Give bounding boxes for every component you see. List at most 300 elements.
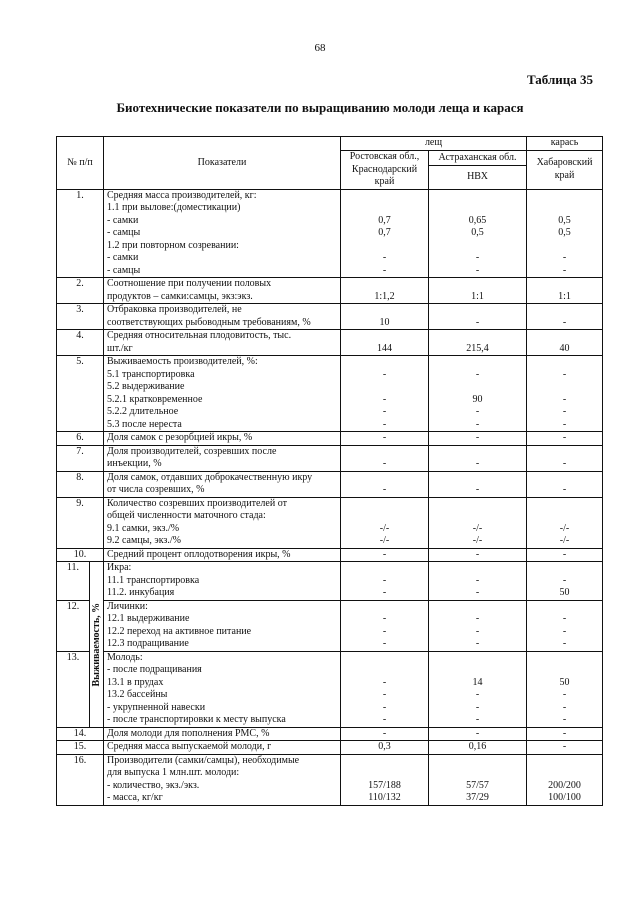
indicator-line: Икра: (107, 562, 132, 573)
row-number: 6. (57, 432, 104, 446)
value-cell-c2 (429, 278, 527, 304)
indicator-line: - самцы (107, 264, 141, 276)
indicator-line: 5.2 выдерживание (107, 381, 185, 392)
value-line (432, 498, 523, 511)
value-line (344, 202, 425, 215)
value-line (530, 755, 599, 768)
value-line: 50 (559, 676, 570, 688)
indicator-line: Средняя масса выпускаемой молоди, г (107, 741, 272, 752)
value-line: - (562, 432, 567, 443)
value-cell-c2 (429, 445, 527, 471)
value-line: - (475, 574, 480, 586)
value-cell-c3 (527, 754, 603, 805)
value-line: - (562, 368, 567, 380)
value-cell-c1 (341, 651, 429, 727)
value-cell-c1 (341, 189, 429, 278)
value-cell-c1 (341, 548, 429, 562)
value-cell-c1 (341, 278, 429, 304)
value-line (432, 278, 523, 291)
value-line (344, 767, 425, 780)
value-cell-c2 (429, 548, 527, 562)
value-line: - (475, 638, 480, 649)
indicator-cell (104, 600, 341, 651)
indicator-cell (104, 471, 341, 497)
survival-vertical-label: Выживаемость, % (90, 562, 104, 728)
row-number: 10. (57, 548, 104, 562)
indicator-line: 12.2 переход на активное питание (107, 625, 252, 637)
indicator-line: Отбраковка производителей, не (107, 304, 242, 315)
value-cell-c1 (341, 741, 429, 755)
indicator-cell (104, 651, 341, 727)
value-line: 0,5 (558, 214, 571, 226)
table-row (57, 651, 603, 727)
indicator-line: 11.2. инкубация (107, 587, 175, 598)
value-line: - (382, 393, 387, 405)
indicator-line: Количество созревших производителей от (107, 497, 287, 509)
indicator-line: Доля самок, отдавших доброкачественную икру (107, 471, 313, 483)
value-line (432, 664, 523, 677)
value-cell-c3 (527, 356, 603, 432)
value-line: - (562, 574, 567, 586)
value-line: - (475, 458, 480, 469)
indicator-line: 12.1 выдерживание (107, 613, 190, 624)
value-line (530, 381, 599, 394)
value-cell-c1 (341, 727, 429, 741)
value-cell-c2 (429, 497, 527, 548)
value-line: - (382, 574, 387, 586)
value-line (344, 356, 425, 369)
table-row (57, 548, 603, 562)
value-line: 0,65 (468, 214, 487, 226)
indicator-line: - после подращивания (107, 664, 202, 675)
indicator-line: Средняя масса производителей, кг: (107, 189, 257, 201)
value-line: 144 (377, 342, 392, 354)
value-line: - (382, 432, 387, 443)
value-line: - (382, 264, 387, 276)
value-line (530, 510, 599, 523)
indicator-line: Средняя относительная плодовитость, тыс. (107, 330, 292, 341)
value-cell-c2 (429, 330, 527, 356)
value-line: 0,7 (378, 227, 391, 238)
value-cell-c2 (429, 471, 527, 497)
value-line: -/- (379, 522, 390, 534)
value-line (344, 562, 425, 575)
value-line: - (475, 613, 480, 624)
value-line: - (475, 701, 480, 713)
row-number: 5. (57, 356, 104, 432)
indicator-line: - после транспортировки к месту выпуска (107, 714, 286, 725)
indicator-line: Соотношение при получении половых (107, 278, 272, 289)
value-cell-c1 (341, 330, 429, 356)
table-row (57, 356, 603, 432)
value-line: - (382, 727, 387, 739)
page-number: 68 (314, 42, 326, 54)
value-cell-c2 (429, 304, 527, 330)
value-line: - (562, 264, 567, 276)
value-cell-c1 (341, 600, 429, 651)
table-row (57, 727, 603, 741)
table-title: Биотехнические показатели по выращиванию молоди леща и карася (116, 100, 524, 115)
value-line: 1:1,2 (374, 290, 395, 302)
indicator-cell (104, 727, 341, 741)
value-line: 57/57 (466, 779, 489, 791)
value-line (530, 601, 599, 614)
value-line (344, 330, 425, 343)
value-line: 0,16 (468, 741, 487, 752)
header-lesch: лещ (341, 137, 527, 151)
indicator-line: Личинки: (107, 600, 148, 612)
value-line: - (382, 406, 387, 417)
value-cell-c1 (341, 754, 429, 805)
value-cell-c3 (527, 304, 603, 330)
value-line: 0,3 (378, 741, 391, 752)
value-line: - (475, 484, 480, 495)
value-line (432, 767, 523, 780)
indicator-line: Молодь: (107, 651, 143, 663)
value-cell-c2 (429, 754, 527, 805)
value-line (530, 202, 599, 215)
value-line: -/- (559, 522, 570, 534)
value-line (432, 472, 523, 485)
value-line (432, 240, 523, 253)
row-number: 15. (57, 741, 104, 755)
value-cell-c3 (527, 548, 603, 562)
row-number: 16. (57, 754, 104, 805)
value-line: - (382, 368, 387, 380)
value-line (344, 381, 425, 394)
value-cell-c3 (527, 600, 603, 651)
value-cell-c2 (429, 727, 527, 741)
table-body (57, 189, 603, 805)
value-line: -/- (379, 535, 390, 546)
indicator-cell (104, 548, 341, 562)
value-line (344, 446, 425, 459)
value-line: 0,5 (471, 227, 484, 238)
value-line: 0,5 (558, 227, 571, 238)
row-number: 12. (57, 600, 90, 651)
value-line: - (475, 418, 480, 430)
value-line: - (475, 252, 480, 263)
indicator-line: - самки (107, 252, 139, 263)
table-row (57, 330, 603, 356)
value-line: 157/188 (368, 779, 401, 791)
value-line: - (475, 727, 480, 739)
value-line: - (562, 393, 567, 405)
value-line (344, 240, 425, 253)
value-line: - (382, 548, 387, 560)
header-rostov: Ростовская обл., Краснодарский край (341, 151, 429, 190)
value-line: 37/29 (466, 792, 489, 803)
indicator-cell (104, 562, 341, 601)
value-line: - (382, 458, 387, 469)
value-cell-c1 (341, 445, 429, 471)
indicator-line: 5.3 после нереста (107, 418, 182, 430)
value-line (344, 755, 425, 768)
value-cell-c3 (527, 189, 603, 278)
value-line: 1:1 (471, 290, 484, 302)
indicator-cell (104, 754, 341, 805)
indicator-line: Доля производителей, созревших после (107, 445, 277, 457)
indicator-line: 11.1 транспортировка (107, 574, 200, 586)
value-line (530, 330, 599, 343)
value-line: 40 (559, 342, 570, 354)
value-cell-c2 (429, 600, 527, 651)
value-line (344, 652, 425, 665)
table-row (57, 304, 603, 330)
indicator-cell (104, 356, 341, 432)
value-line: - (382, 638, 387, 649)
indicator-line: Средний процент оплодотворения икры, % (107, 548, 291, 560)
value-line: - (562, 458, 567, 469)
indicator-line: - самки (107, 214, 139, 226)
row-number: 13. (57, 651, 90, 727)
value-line (432, 304, 523, 317)
indicator-cell (104, 304, 341, 330)
value-line (432, 381, 523, 394)
value-line (432, 652, 523, 665)
value-line (530, 562, 599, 575)
value-cell-c2 (429, 189, 527, 278)
value-line (530, 498, 599, 511)
indicator-line: 9.1 самки, экз./% (107, 522, 180, 534)
row-number: 2. (57, 278, 104, 304)
row-number: 8. (57, 471, 104, 497)
indicator-line: шт./кг (107, 342, 133, 354)
indicator-line: для выпуска 1 млн.шт. молоди: (107, 767, 240, 778)
value-line (432, 356, 523, 369)
indicator-cell (104, 432, 341, 446)
indicator-line: инъекции, % (107, 458, 162, 469)
row-number: 3. (57, 304, 104, 330)
value-line: 100/100 (548, 792, 581, 803)
indicator-line: 1.1 при вылове:(доместикации) (107, 202, 241, 213)
value-line: - (382, 484, 387, 495)
value-cell-c3 (527, 471, 603, 497)
indicator-cell (104, 445, 341, 471)
value-line (530, 278, 599, 291)
indicator-line: Производители (самки/самцы), необходимые (107, 754, 300, 766)
value-line (344, 664, 425, 677)
table-row (57, 445, 603, 471)
header-astrakhan: Астраханская обл. (429, 151, 527, 166)
value-cell-c2 (429, 356, 527, 432)
value-line (344, 601, 425, 614)
value-cell-c3 (527, 330, 603, 356)
value-line: - (562, 689, 567, 700)
table-row (57, 600, 603, 651)
value-line: - (382, 418, 387, 430)
table-row (57, 741, 603, 755)
value-cell-c3 (527, 741, 603, 755)
table-row (57, 189, 603, 278)
value-line: - (475, 264, 480, 276)
value-line: - (475, 316, 480, 328)
value-line (432, 601, 523, 614)
value-line: - (382, 689, 387, 700)
header-karas: карась (527, 137, 603, 151)
indicator-line: 13.1 в прудах (107, 676, 164, 688)
row-number: 11. (57, 562, 90, 601)
value-line (530, 356, 599, 369)
value-line (530, 240, 599, 253)
value-line (530, 472, 599, 485)
value-line: 1:1 (558, 290, 571, 302)
value-line: 90 (472, 393, 483, 405)
indicator-line: 5.1 транспортировка (107, 368, 195, 380)
table-row (57, 471, 603, 497)
indicator-cell (104, 278, 341, 304)
value-line (432, 202, 523, 215)
indicator-cell (104, 741, 341, 755)
indicator-line: от числа созревших, % (107, 484, 205, 495)
value-cell-c3 (527, 497, 603, 548)
value-line (432, 755, 523, 768)
value-line: - (382, 701, 387, 713)
indicator-cell (104, 497, 341, 548)
value-cell-c2 (429, 562, 527, 601)
value-line: - (475, 625, 480, 637)
value-line: -/- (472, 535, 483, 546)
value-line: - (562, 406, 567, 417)
value-line (344, 278, 425, 291)
value-line: - (382, 714, 387, 725)
value-line: 14 (472, 676, 483, 688)
indicator-line: общей численности маточного стада: (107, 510, 266, 521)
value-line (530, 652, 599, 665)
row-number: 4. (57, 330, 104, 356)
value-line: - (562, 613, 567, 624)
value-line: - (382, 625, 387, 637)
value-line: -/- (559, 535, 570, 546)
row-number: 1. (57, 189, 104, 278)
table-row (57, 497, 603, 548)
value-cell-c3 (527, 651, 603, 727)
indicator-line: 9.2 самцы, экз./% (107, 535, 181, 546)
value-line (530, 190, 599, 203)
value-line (344, 190, 425, 203)
table-label: Таблица 35 (526, 72, 593, 87)
indicator-line: продуктов – самки:самцы, экз:экз. (107, 290, 253, 302)
value-line (344, 498, 425, 511)
value-line: - (562, 484, 567, 495)
value-line: 0,7 (378, 214, 391, 226)
indicator-line: Выживаемость производителей, %: (107, 356, 258, 367)
value-line: - (475, 368, 480, 380)
value-cell-c2 (429, 651, 527, 727)
indicator-line: 5.2.1 кратковременное (107, 393, 203, 405)
value-line: - (562, 714, 567, 725)
value-line: 200/200 (548, 779, 581, 791)
value-line: - (562, 638, 567, 649)
value-line: - (475, 587, 480, 598)
indicator-line: соответствующих рыбоводным требованиям, % (107, 316, 311, 328)
value-line: 215,4 (466, 342, 489, 354)
value-line (432, 446, 523, 459)
indicator-line: - самцы (107, 227, 141, 238)
row-number: 9. (57, 497, 104, 548)
value-cell-c1 (341, 304, 429, 330)
value-line: - (562, 252, 567, 263)
header-indicators: Показатели (104, 137, 341, 190)
value-line (432, 330, 523, 343)
value-line (530, 767, 599, 780)
value-line: - (382, 587, 387, 598)
value-cell-c1 (341, 497, 429, 548)
value-line: -/- (472, 522, 483, 534)
row-number: 14. (57, 727, 104, 741)
value-line: - (562, 548, 567, 560)
value-line: - (562, 727, 567, 739)
value-cell-c1 (341, 432, 429, 446)
indicator-line: - количество, экз./экз. (107, 779, 200, 791)
table-row (57, 754, 603, 805)
value-line: - (562, 316, 567, 328)
value-line: - (475, 714, 480, 725)
value-line (344, 304, 425, 317)
value-line (344, 472, 425, 485)
indicator-line: - укрупненной навески (107, 701, 206, 713)
row-number: 7. (57, 445, 104, 471)
table-row (57, 562, 603, 601)
value-line: - (382, 252, 387, 263)
indicator-line: - масса, кг/кг (107, 792, 163, 803)
value-line: - (562, 741, 567, 752)
table-row (57, 432, 603, 446)
value-cell-c1 (341, 471, 429, 497)
value-cell-c3 (527, 445, 603, 471)
value-line: 110/132 (368, 792, 401, 803)
value-cell-c3 (527, 562, 603, 601)
data-table (56, 136, 603, 806)
indicator-line: 5.2.2 длительное (107, 406, 179, 417)
value-line (530, 304, 599, 317)
value-cell-c1 (341, 356, 429, 432)
value-line: - (562, 625, 567, 637)
value-line: - (475, 406, 480, 417)
value-line: 50 (559, 587, 570, 598)
value-line (530, 446, 599, 459)
header-nvkh: НВХ (429, 165, 527, 189)
value-cell-c3 (527, 727, 603, 741)
indicator-line: 1.2 при повторном созревании: (107, 239, 239, 251)
indicator-line: 13.2 бассейны (107, 689, 168, 700)
value-line (432, 562, 523, 575)
value-line: - (562, 701, 567, 713)
value-line: - (475, 689, 480, 700)
value-line: - (382, 613, 387, 624)
value-line: - (562, 418, 567, 430)
indicator-line: 12.3 подращивание (107, 638, 189, 649)
indicator-line: Доля молоди для пополнения РМС, % (107, 727, 270, 739)
value-line: - (475, 432, 480, 443)
value-line: - (475, 548, 480, 560)
header-num: № п/п (57, 137, 104, 190)
value-line (530, 664, 599, 677)
indicator-cell (104, 330, 341, 356)
value-line: - (382, 676, 387, 688)
value-line (344, 510, 425, 523)
value-cell-c3 (527, 432, 603, 446)
value-cell-c2 (429, 432, 527, 446)
value-cell-c2 (429, 741, 527, 755)
header-khabarovsk: Хабаровский край (527, 151, 603, 190)
value-cell-c1 (341, 562, 429, 601)
table-row (57, 278, 603, 304)
indicator-cell (104, 189, 341, 278)
value-cell-c3 (527, 278, 603, 304)
value-line: 10 (379, 316, 390, 328)
value-line (432, 190, 523, 203)
